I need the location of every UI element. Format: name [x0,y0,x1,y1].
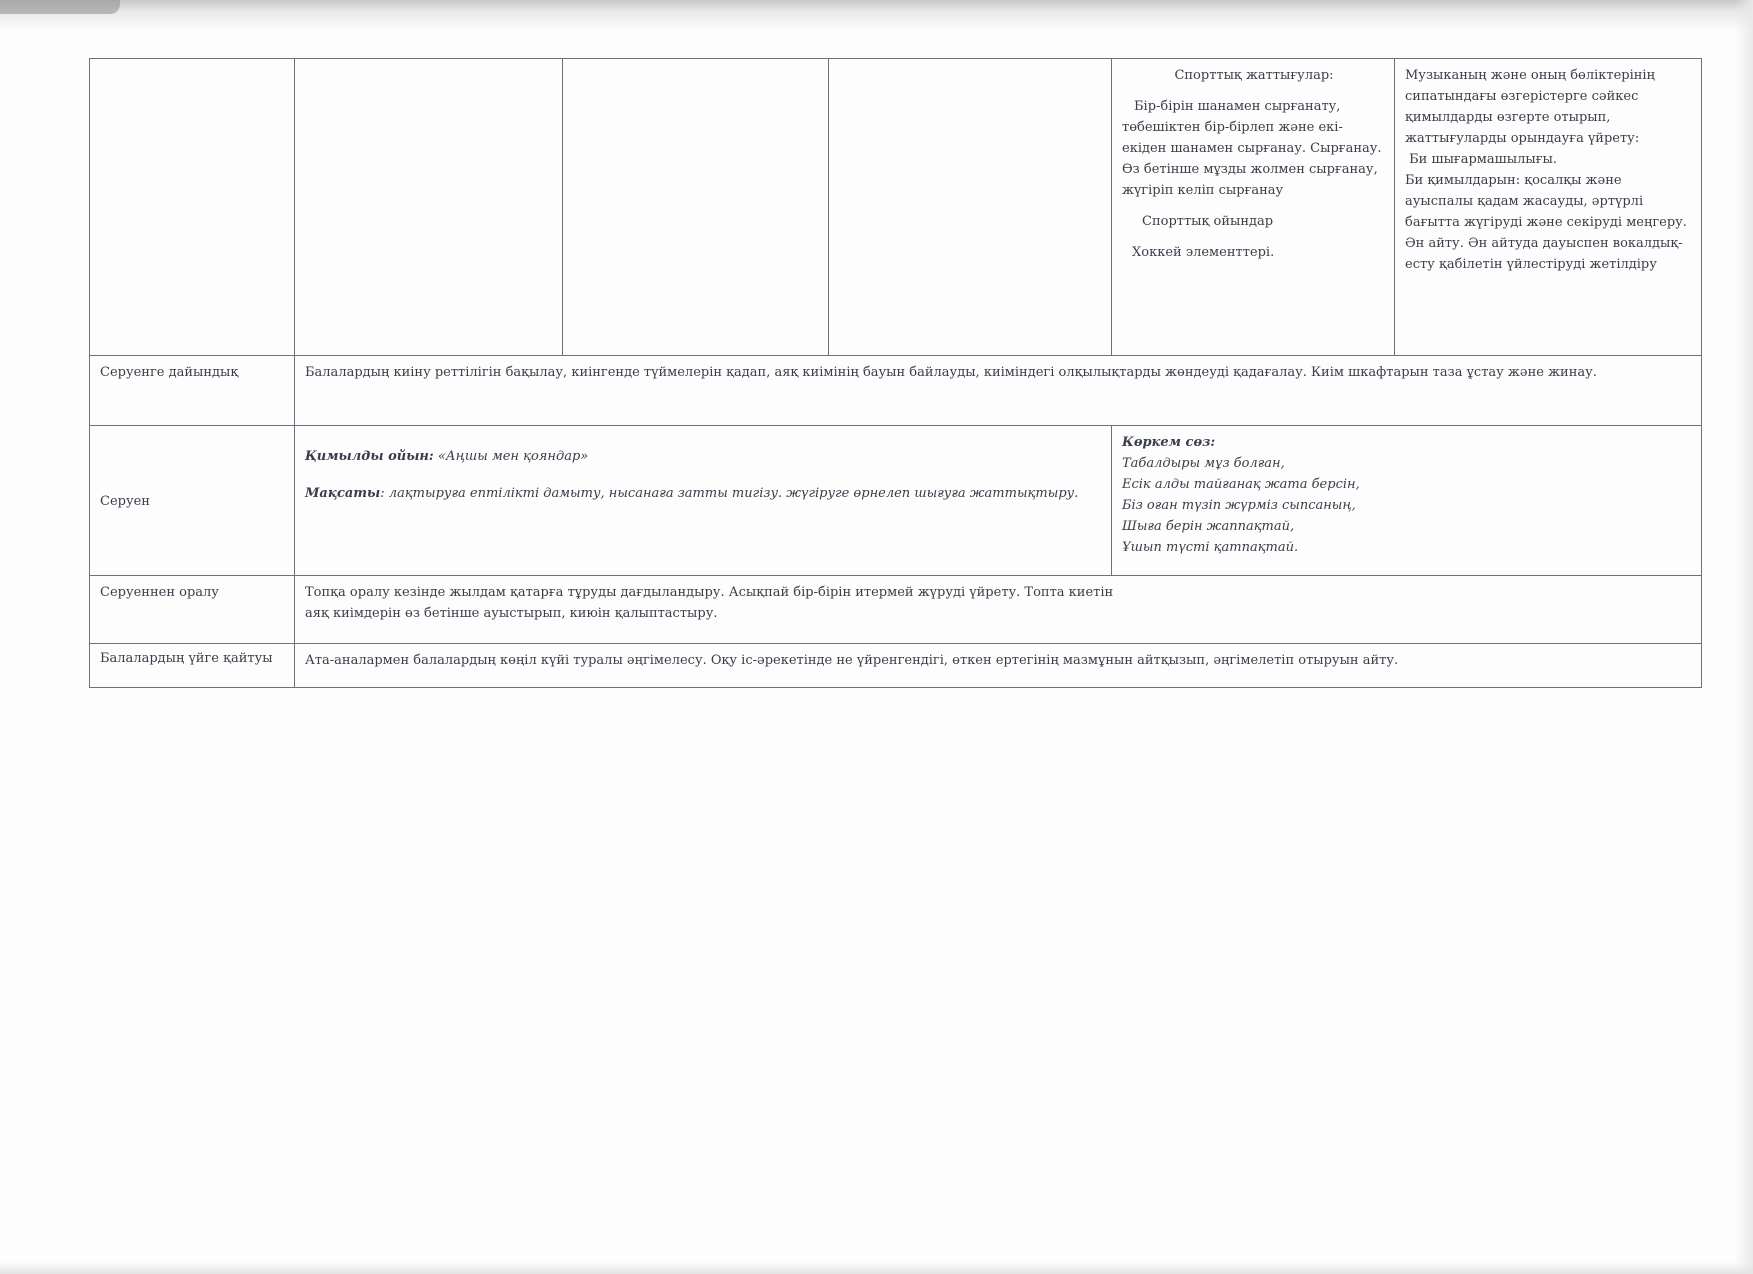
scan-shadow-top [0,0,1753,30]
walk-verse-cell [1112,426,1702,576]
row-label: Серуенге дайындық [90,356,295,426]
music-line: Ән айту. Ән айтуда дауыспен вокалдық-есту қабілетін үйлестіруді жетілдіру [1405,236,1683,272]
scan-shadow-corner [0,0,120,14]
sport-exercises-text: Бір-бірін шанамен сырғанату, төбешіктен бір-бірлеп және екі-екіден шанамен сырғанау. Сырғанау. Өз бетінше мұзды жолмен сырғанау, жүгіріп келіп сырғанау [1122,99,1382,198]
scan-shadow-bottom [0,1262,1753,1274]
table-row-return [90,576,1702,644]
walk-prep-text: Балалардың киіну реттілігін бақылау, киінгенде түймелерін қадап, аяқ киімінің бауын байлауды, киіміндегі олқылықтарды жөндеуді қадағалау. Киім шкафтарын таза ұстау және жинау. [295,356,1702,426]
verse-label: Көркем сөз: [1122,435,1216,450]
return-cell [295,576,1702,644]
daily-plan-table [89,58,1702,688]
music-cell [1395,59,1702,356]
goal-text: : лақтыруға ептілікті дамыту, нысанаға затты тигізу. жүгіруге өрнелеп шығуға жаттықтыру. [380,486,1079,501]
music-line: Музыканың және оның бөліктерінің сипатындағы өзгерістерге сәйкес қимылдарды өзгерте отырып, жаттығуларды орындауға үйрету: [1405,68,1655,146]
empty-cell-3 [829,59,1112,356]
sport-games-text: Хоккей элементтері. [1132,245,1275,260]
walk-goal-line [305,483,1103,504]
verse-line: Біз оған түзіп жүрміз сыпсаның, [1122,498,1356,513]
verse-line: Шыға берін жаппақтай, [1122,519,1295,534]
table-row-top [90,59,1702,356]
sport-games-heading: Спорттық ойындар [1142,214,1274,229]
sport-exercises-cell [1112,59,1395,356]
empty-cell-2 [563,59,829,356]
going-home-text: Ата-аналармен балалардың көңіл күйі туралы әңгімелесу. Оқу іс-әрекетінде не үйренгендігі, өткен ертегінің мазмұнын айтқызып, әңгімелетіп отыруын айту. [295,644,1702,688]
music-line: Би шығармашылығы. [1405,152,1557,167]
table-row-walk [90,426,1702,576]
row-label-cell-empty [90,59,295,356]
verse-line: Ұшып түсті қатпақтай. [1122,540,1299,555]
verse-line: Табалдыры мұз болған, [1122,456,1285,471]
table-row-walk-prep [90,356,1702,426]
walk-game-line [305,446,1103,467]
table-row-going-home [90,644,1702,688]
return-line: аяқ киімдерін өз бетінше ауыстырып, киюін қалыптастыру. [305,606,718,621]
walk-game-cell [295,426,1112,576]
sport-exercises-heading: Спорттық жаттығулар: [1174,68,1334,83]
verse-line: Есік алды тайғанақ жата берсін, [1122,477,1360,492]
row-label: Балалардың үйге қайтуы [90,644,295,688]
scan-shadow-right [1735,0,1753,1274]
return-line: Топқа оралу кезінде жылдам қатарға тұруды дағдыландыру. Асықпай бір-бірін итермей жүруді үйрету. Топта киетін [305,585,1114,600]
row-label: Серуеннен оралу [90,576,295,644]
row-label: Серуен [90,426,295,576]
goal-label: Мақсаты [305,486,381,501]
music-line: Би қимылдарын: қосалқы және ауыспалы қадам жасауды, әртүрлі бағытта жүгіруді және секіруді меңгеру. [1405,173,1687,230]
empty-cell-1 [295,59,563,356]
game-name: «Аңшы мен қояндар» [433,449,589,464]
game-label: Қимылды ойын: [305,449,434,464]
